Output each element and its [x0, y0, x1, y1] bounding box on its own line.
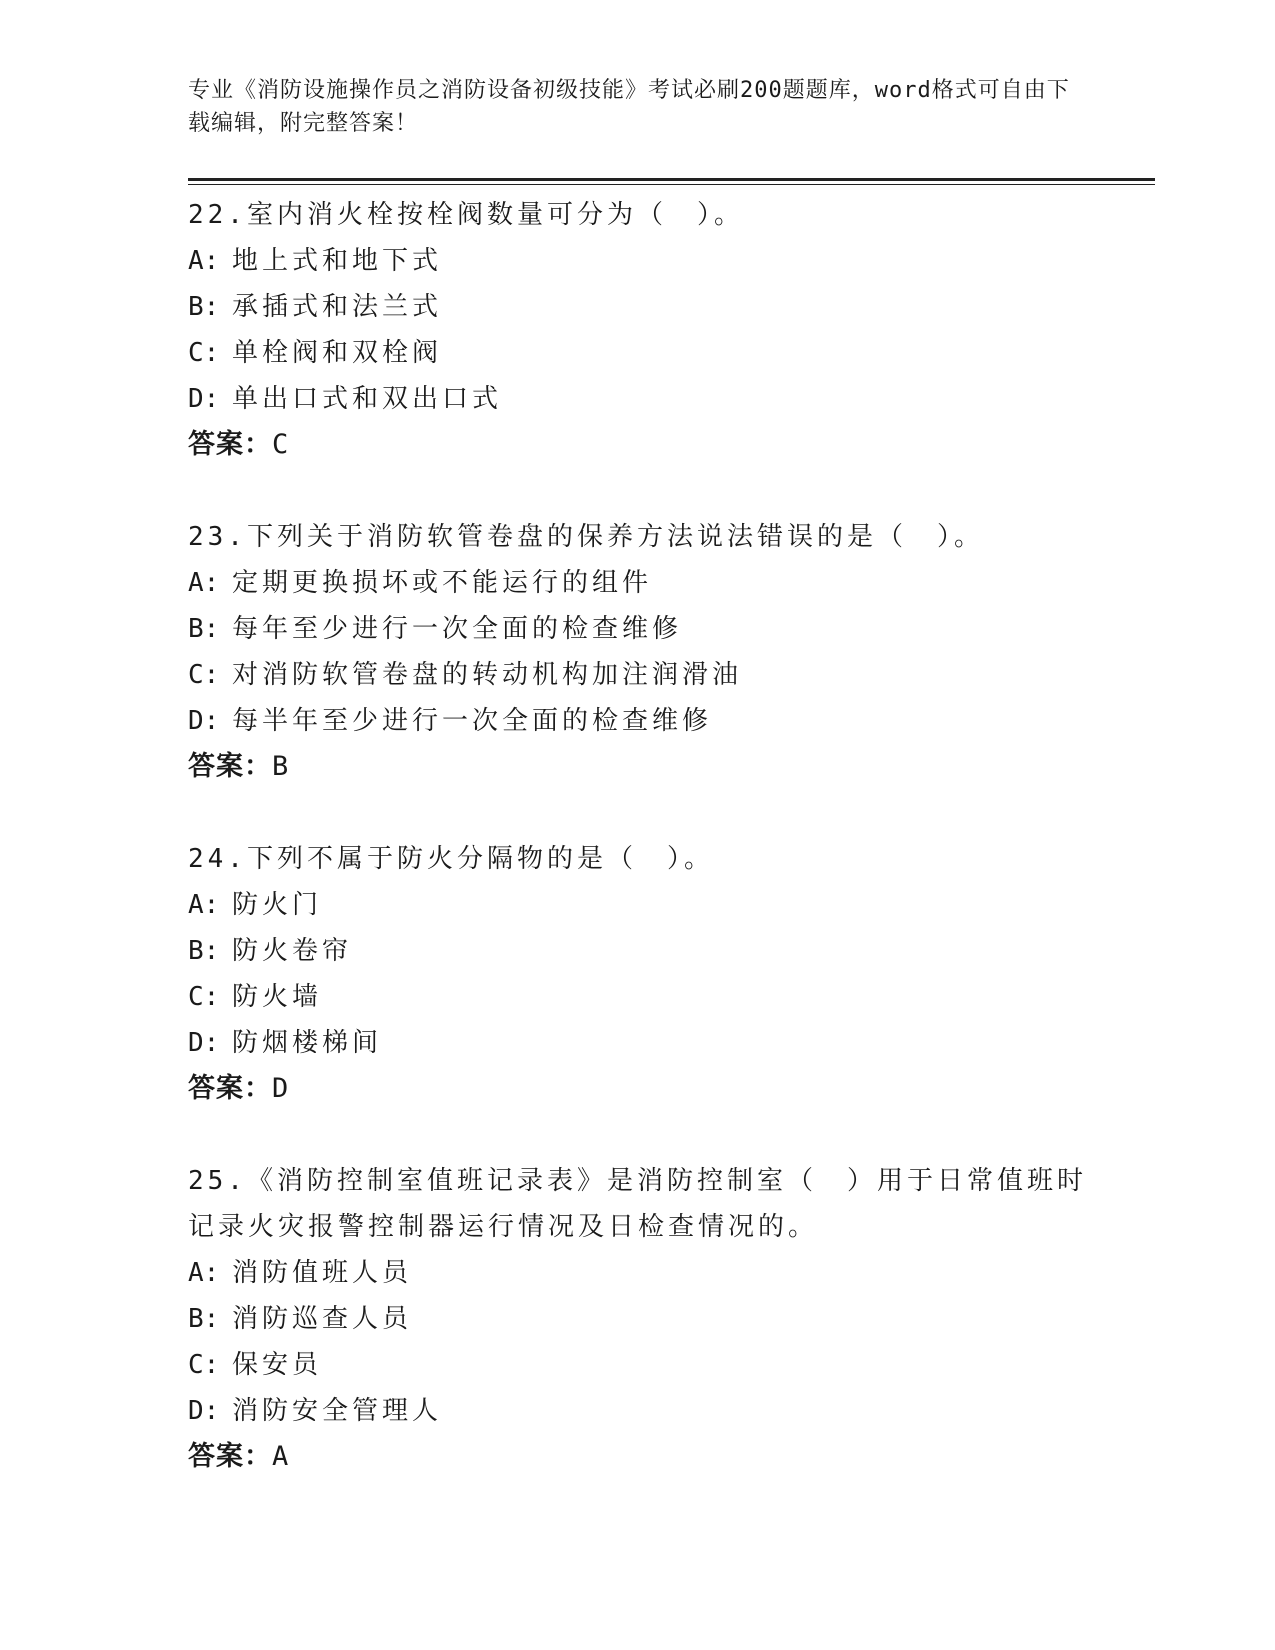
question-stem: 23.下列关于消防软管卷盘的保养方法说法错误的是（ ）。 [188, 522, 984, 552]
answer-value: A [272, 1441, 290, 1472]
option-letter: D: [188, 384, 220, 414]
answer-label: 答案： [188, 429, 272, 460]
answer-value: C [272, 429, 290, 460]
option-letter: D: [188, 1028, 220, 1058]
option-letter: D: [188, 706, 220, 736]
option-letter: C: [188, 982, 220, 1012]
option-text: 消防值班人员 [232, 1258, 413, 1288]
answer-line [188, 422, 1108, 468]
option-letter: B: [188, 936, 220, 966]
question-list [188, 192, 1108, 1526]
option-b [188, 928, 1108, 974]
option-letter: A: [188, 1258, 220, 1288]
option-letter: A: [188, 890, 220, 920]
question-stem: 25.《消防控制室值班记录表》是消防控制室（ ）用于日常值班时记录火灾报警控制器运行情况及日检查情况的。 [188, 1166, 1087, 1242]
option-text: 对消防软管卷盘的转动机构加注润滑油 [232, 660, 743, 690]
option-d [188, 1020, 1108, 1066]
answer-value: B [272, 751, 290, 782]
option-text: 单出口式和双出口式 [232, 384, 503, 414]
option-letter: C: [188, 338, 220, 368]
option-d [188, 1388, 1108, 1434]
option-letter: B: [188, 292, 220, 322]
option-c [188, 974, 1108, 1020]
option-a [188, 882, 1108, 928]
option-letter: B: [188, 614, 220, 644]
page-header: 专业《消防设施操作员之消防设备初级技能》考试必刷200题题库，word格式可自由下载编辑，附完整答案！ [188, 78, 1070, 136]
option-a [188, 238, 1108, 284]
header-divider-thin [188, 184, 1155, 185]
option-text: 单栓阀和双栓阀 [232, 338, 443, 368]
option-text: 定期更换损坏或不能运行的组件 [232, 568, 653, 598]
question-23 [188, 514, 1108, 790]
question-stem: 24.下列不属于防火分隔物的是（ ）。 [188, 844, 714, 874]
answer-label: 答案： [188, 1073, 272, 1104]
option-text: 保安员 [232, 1350, 323, 1380]
answer-line [188, 1066, 1108, 1112]
option-text: 每半年至少进行一次全面的检查维修 [232, 706, 713, 736]
answer-label: 答案： [188, 751, 272, 782]
option-text: 消防安全管理人 [232, 1396, 443, 1426]
question-25 [188, 1158, 1108, 1480]
question-stem: 22.室内消火栓按栓阀数量可分为（ ）。 [188, 200, 744, 230]
option-letter: C: [188, 660, 220, 690]
option-text: 防火门 [232, 890, 323, 920]
option-text: 消防巡查人员 [232, 1304, 413, 1334]
option-c [188, 652, 1108, 698]
option-c [188, 1342, 1108, 1388]
question-24 [188, 836, 1108, 1112]
question-22 [188, 192, 1108, 468]
option-text: 防烟楼梯间 [232, 1028, 383, 1058]
option-letter: C: [188, 1350, 220, 1380]
answer-label: 答案： [188, 1441, 272, 1472]
option-c [188, 330, 1108, 376]
answer-value: D [272, 1073, 290, 1104]
answer-line [188, 744, 1108, 790]
option-text: 防火墙 [232, 982, 323, 1012]
option-b [188, 1296, 1108, 1342]
option-text: 防火卷帘 [232, 936, 353, 966]
option-b [188, 606, 1108, 652]
option-letter: D: [188, 1396, 220, 1426]
option-letter: B: [188, 1304, 220, 1334]
option-b [188, 284, 1108, 330]
option-a [188, 1250, 1108, 1296]
header-divider-thick [188, 178, 1155, 181]
option-text: 地上式和地下式 [232, 246, 443, 276]
option-text: 每年至少进行一次全面的检查维修 [232, 614, 683, 644]
option-d [188, 698, 1108, 744]
option-letter: A: [188, 568, 220, 598]
option-d [188, 376, 1108, 422]
answer-line [188, 1434, 1108, 1480]
option-letter: A: [188, 246, 220, 276]
option-text: 承插式和法兰式 [232, 292, 443, 322]
option-a [188, 560, 1108, 606]
